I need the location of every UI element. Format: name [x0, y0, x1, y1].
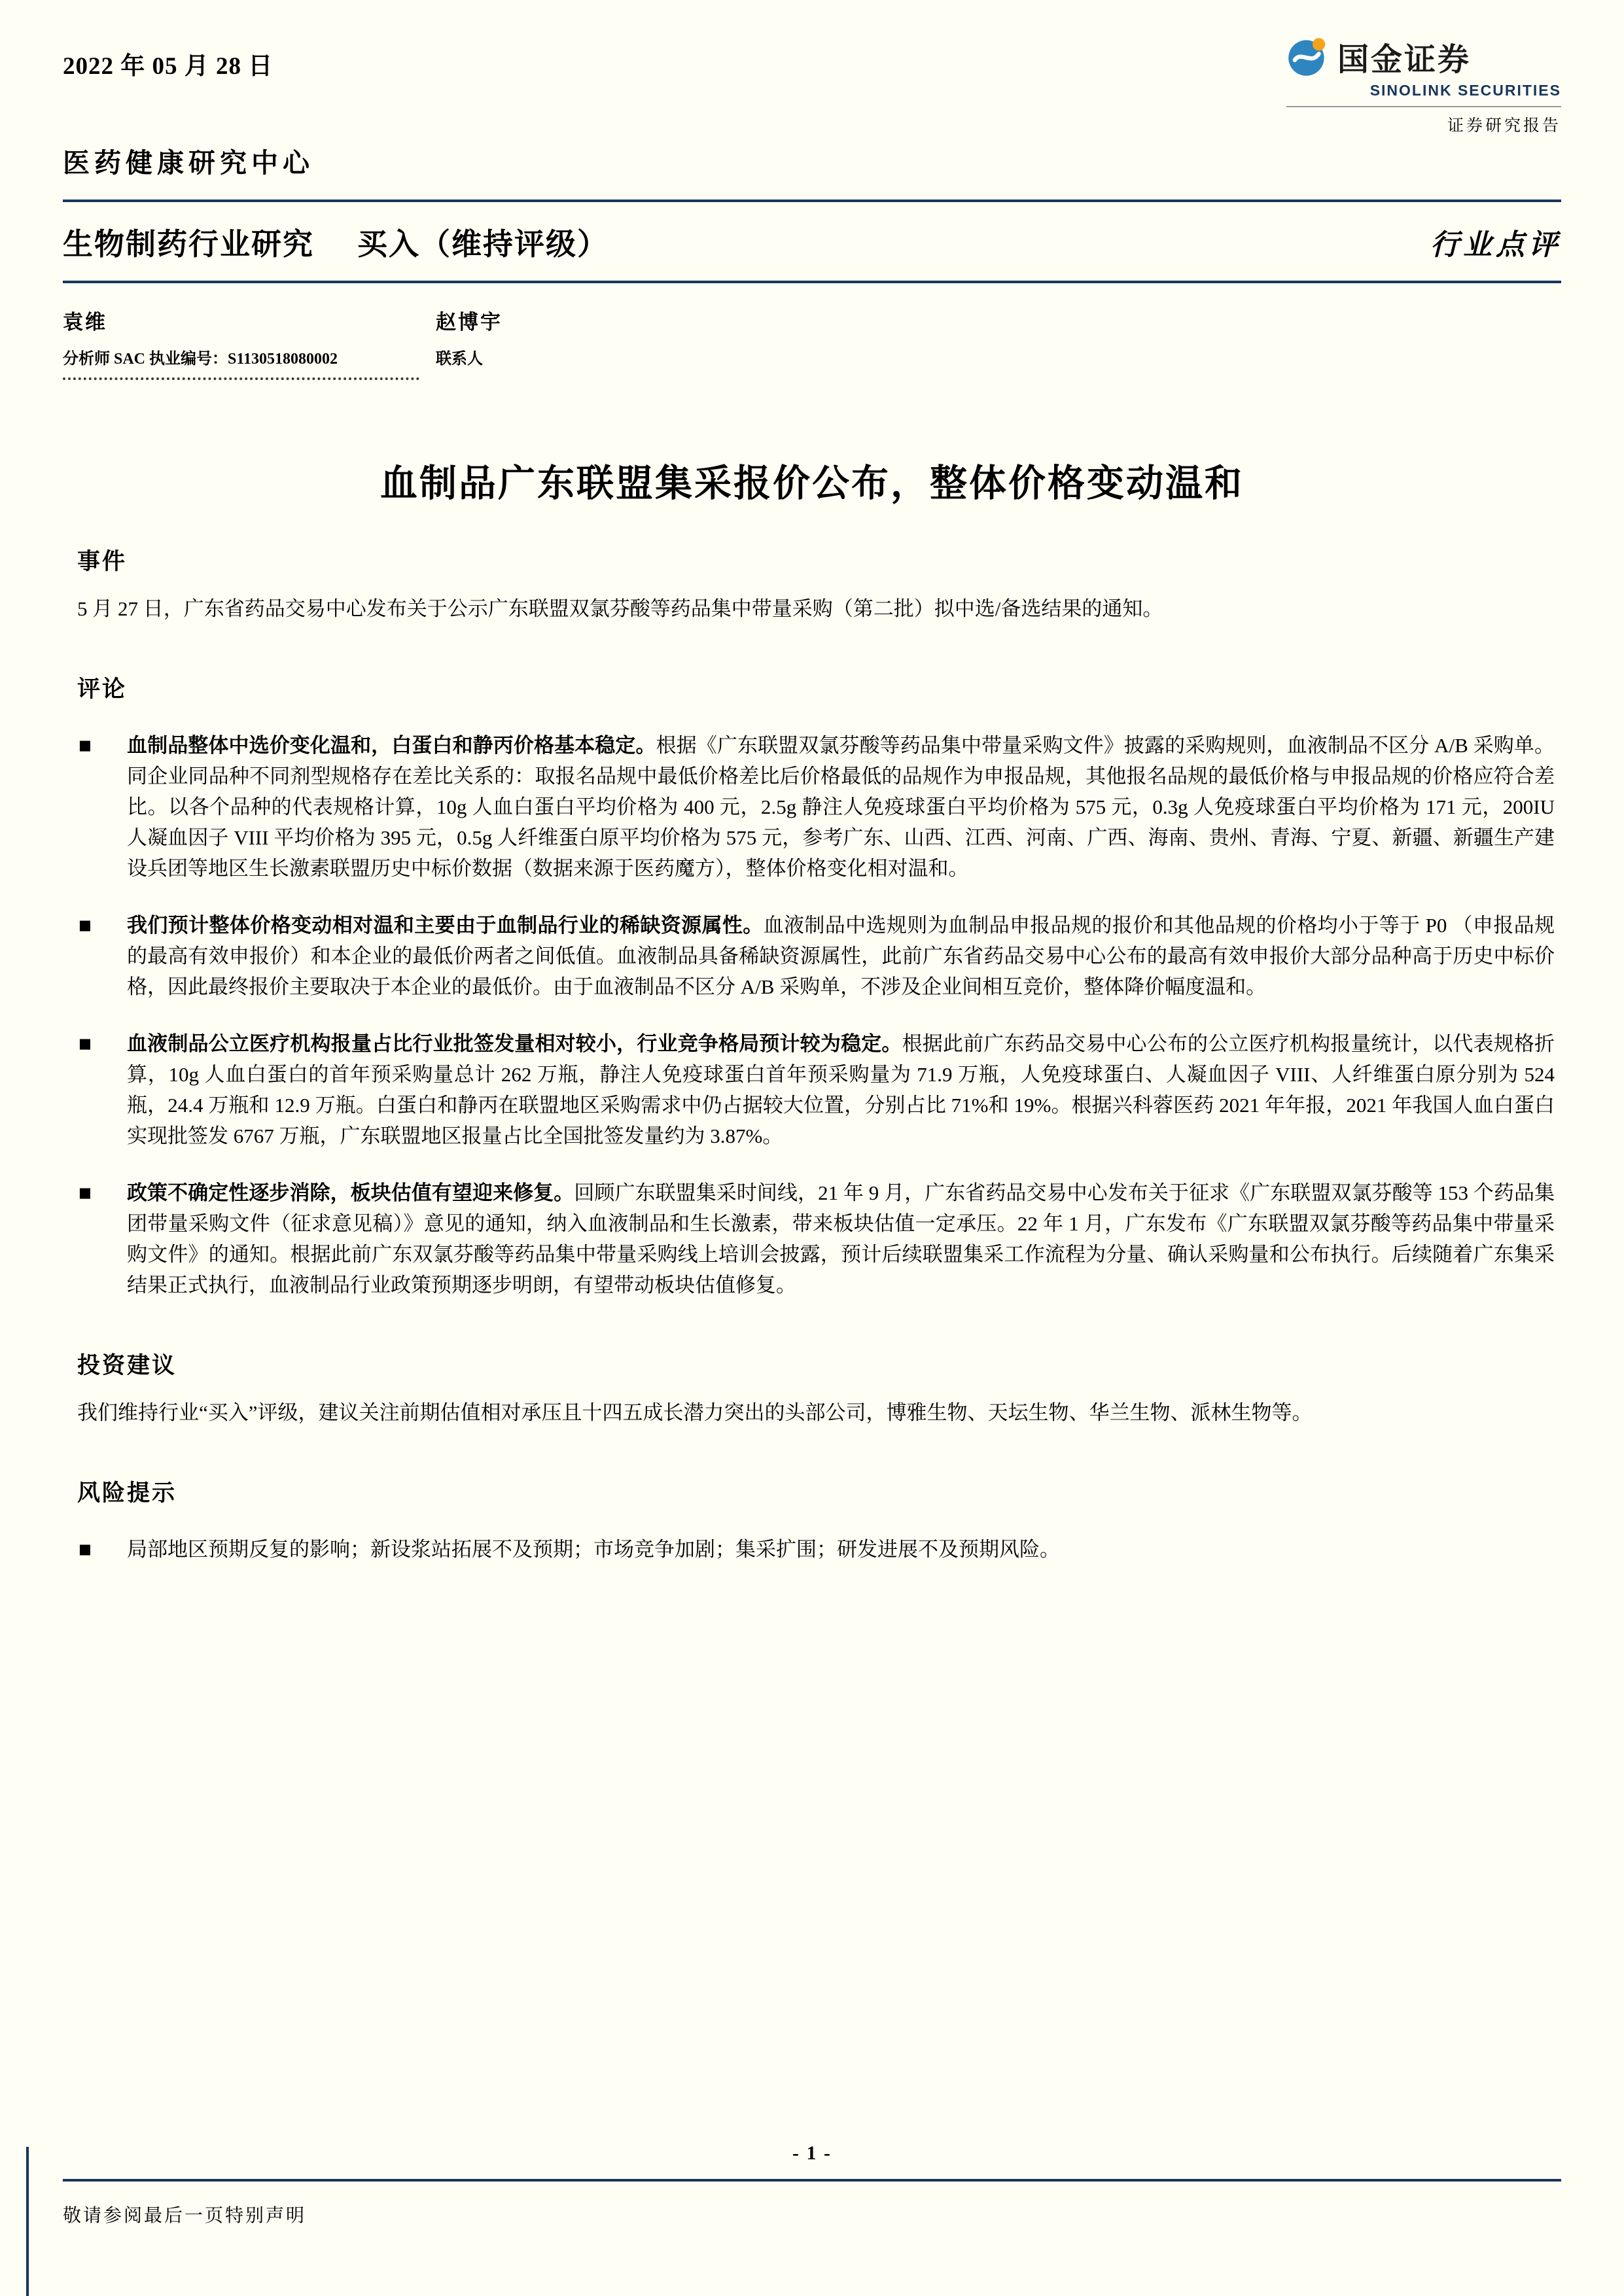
square-bullet-icon: ■: [79, 1541, 92, 1557]
sinolink-logo-icon: [1286, 36, 1328, 78]
section-heading-comment: 评论: [77, 676, 128, 702]
analyst-name: 袁维: [63, 311, 107, 334]
page-number: - 1 -: [792, 2142, 832, 2164]
comment-bullet-item: [63, 910, 1561, 1002]
comment-bullet-item: [63, 1177, 1561, 1300]
analyst-name: 赵博宇: [436, 311, 503, 334]
analyst-block: [63, 305, 1561, 380]
event-paragraph: 5 月 27 日，广东省药品交易中心发布关于公示广东联盟双氯芬酸等药品集中带量采购（第二批）拟中选/备选结果的通知。: [77, 597, 1163, 620]
analyst-entry: [63, 305, 429, 380]
footer-divider: [63, 2179, 1561, 2182]
footer-left-bar: [26, 2147, 29, 2296]
footer-disclaimer: 敬请参阅最后一页特别声明: [63, 2206, 307, 2226]
brand-block: [1286, 34, 1561, 136]
square-bullet-icon: ■: [79, 737, 92, 753]
square-bullet-icon: ■: [79, 917, 92, 933]
industry-title: 生物制药行业研究: [63, 227, 314, 261]
analyst-entry: [436, 305, 802, 380]
bullet-body: 根据此前广东药品交易中心公布的公立医疗机构报量统计，以代表规格折算，10g 人血白蛋白的首年预采购量总计 262 万瓶，静注人免疫球蛋白首年预采购量为 71.9 万瓶，人免疫球蛋白、人凝血因子 VIII、人纤维蛋白原分别为 524 瓶，24.4 万瓶和 12.9 万瓶。白蛋白和静丙在联盟地区采购需求中仍占据较大位置，分别占比 71%和 19%。根据兴科蓉医药 2021 年年报，2021 年我国人血白蛋白实现批签发 6767 万瓶，广东联盟地区报量占比全国批签发量约为 3.87%。: [127, 1032, 1555, 1147]
comment-bullet-item: [63, 1028, 1561, 1151]
report-date: 2022 年 05 月 28 日: [63, 53, 274, 80]
divider-top: [63, 200, 1561, 202]
bullet-lead: 血液制品公立医疗机构报量占比行业批签发量相对较小，行业竞争格局预计较为稳定。: [127, 1032, 902, 1055]
brand-name-en: SINOLINK SECURITIES: [1369, 82, 1561, 99]
bullet-body: 根据《广东联盟双氯芬酸等药品集中带量采购文件》披露的采购规则，血液制品不区分 A/B 采购单。同企业同品种不同剂型规格存在差比关系的：取报名品规中最低价格差比后价格最低的品规作为申报品规，其他报名品规的最低价格与申报品规的价格应符合差比。以各个品种的代表规格计算，10g 人血白蛋白平均价格为 400 元，2.5g 静注人免疫球蛋白平均价格为 575 元，0.3g 人免疫球蛋白平均价格为 171 元，200IU 人凝血因子 VIII 平均价格为 395 元，0.5g 人纤维蛋白原平均价格为 575 元，参考广东、山西、江西、河南、广西、海南、贵州、青海、宁夏、新疆、新疆生产建设兵团等地区生长激素联盟历史中标价数据（数据来源于医药魔方），整体价格变化相对温和。: [127, 734, 1555, 880]
report-type-label: 行业点评: [1430, 229, 1561, 261]
analyst-detail: 联系人: [436, 351, 483, 368]
industry-rating-block: [63, 220, 609, 264]
risk-bullet-item: [63, 1534, 1561, 1565]
risk-bullet-text: 局部地区预期反复的影响；新设浆站拓展不及预期；市场竞争加剧；集采扩围；研发进展不及预期风险。: [127, 1538, 1060, 1561]
bullet-body: 血液制品中选规则为血制品申报品规的报价和其他品规的价格均小于等于 P0 （申报品规的最高有效申报价）和本企业的最低价两者之间低值。血液制品具备稀缺资源属性，此前广东省药品交易中心公布的最高有效申报价大部分品种高于历史中标价格，因此最终报价主要取决于本企业的最低价。由于血液制品不区分 A/B 采购单，不涉及企业间相互竞价，整体降价幅度温和。: [127, 914, 1555, 998]
section-heading-event: 事件: [77, 549, 128, 574]
square-bullet-icon: ■: [79, 1035, 92, 1051]
rating-label: 买入（维持评级）: [357, 227, 609, 261]
brand-row: [1286, 34, 1561, 79]
brand-name-cn: 国金证券: [1337, 43, 1472, 77]
research-center-name: 医药健康研究中心: [63, 148, 314, 178]
analyst-dotted-divider: [63, 377, 419, 380]
divider-header: [63, 281, 1561, 283]
advice-paragraph: 我们维持行业“买入”评级，建议关注前期估值相对承压且十四五成长潜力突出的头部公司，博雅生物、天坛生物、华兰生物、派林生物等。: [77, 1401, 1313, 1424]
bullet-lead: 政策不确定性逐步消除，板块估值有望迎来修复。: [127, 1181, 574, 1204]
page-footer: [0, 2142, 1624, 2296]
report-header-row: [63, 220, 1561, 264]
section-heading-advice: 投资建议: [77, 1353, 177, 1378]
analyst-detail: 分析师 SAC 执业编号：S1130518080002: [63, 351, 338, 368]
comment-bullet-item: [63, 730, 1561, 884]
bullet-lead: 血制品整体中选价变化温和，白蛋白和静丙价格基本稳定。: [127, 734, 656, 757]
comment-bullet-text: [127, 910, 1555, 1002]
bullet-body: 回顾广东联盟集采时间线，21 年 9 月，广东省药品交易中心发布关于征求《广东联盟双氯芬酸等 153 个药品集团带量采购文件（征求意见稿）》意见的通知，纳入血液制品和生长激素，带来板块估值一定承压。22 年 1 月，广东发布《广东联盟双氯芬酸等药品集中带量采购文件》的通知。根据此前广东双氯芬酸等药品集中带量采购线上培训会披露，预计后续联盟集采工作流程为分量、确认采购量和公布执行。后续随着广东集采结果正式执行，血液制品行业政策预期逐步明朗，有望带动板块估值修复。: [127, 1181, 1555, 1296]
comment-bullet-text: [127, 1177, 1555, 1300]
section-heading-risk: 风险提示: [77, 1480, 177, 1506]
square-bullet-icon: ■: [79, 1185, 92, 1200]
report-title: 血制品广东联盟集采报价公布，整体价格变动温和: [380, 463, 1244, 504]
comment-bullet-text: [127, 730, 1555, 884]
comment-bullet-text: [127, 1028, 1555, 1151]
brand-report-label: 证券研究报告: [1286, 106, 1561, 136]
bullet-lead: 我们预计整体价格变动相对温和主要由于血制品行业的稀缺资源属性。: [127, 914, 764, 937]
